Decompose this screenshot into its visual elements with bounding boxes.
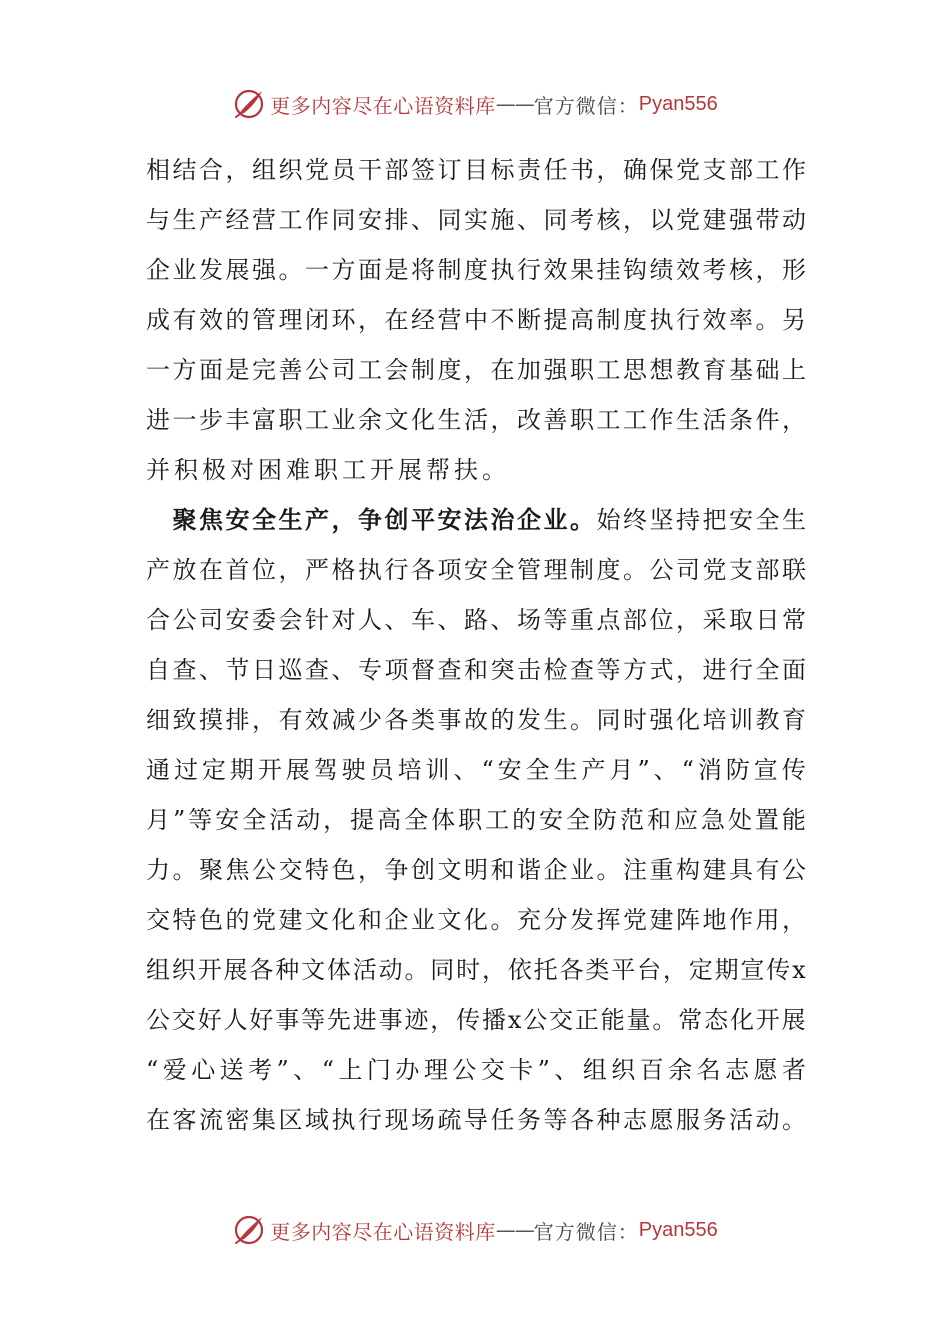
- document-body: [146, 145, 806, 1145]
- body-line: 聚 焦 安 全 生 产 ， 争 创 平 安 法 治 企 业 。 始 终 坚 持 把 安 全 生: [172, 505, 806, 534]
- header-dash: ——: [495, 92, 534, 116]
- header-slogan: 更多内容尽在心语资料库: [270, 93, 496, 118]
- body-line: 月 ” 等 安 全 活 动 ， 提 高 全 体 职 工 的 安 全 防 范 和 应 急 处 置 能: [146, 806, 806, 834]
- header-banner: [0, 82, 950, 126]
- body-line: “ 爱 心 送 考 ” 、 “ 上 门 办 理 公 交 卡 ” 、 组 织 百 余 名 志 愿 者: [146, 1056, 806, 1084]
- footer-wechat-label: 官方微信：: [533, 1219, 639, 1244]
- body-line: 组 织 开 展 各 种 文 体 活 动 。 同 时 ， 依 托 各 类 平 台 ， 定 期 宣 传 x: [146, 956, 806, 984]
- body-line: 力 。 聚 焦 公 交 特 色 ， 争 创 文 明 和 谐 企 业 。 注 重 构 建 具 有 公: [146, 856, 806, 884]
- header-wechat-id: Pyan556: [638, 92, 718, 115]
- header-wechat-label: 官方微信：: [533, 93, 639, 118]
- body-line: 通 过 定 期 开 展 驾 驶 员 培 训 、 “ 安 全 生 产 月 ” 、 “ 消 防 宣 传: [146, 756, 806, 784]
- body-line: 公 交 好 人 好 事 等 先 进 事 迹 ， 传 播 x 公 交 正 能 量 。 常 态 化 开 展: [146, 1006, 806, 1034]
- body-line: 并积极对困难职工开展帮扶。: [146, 456, 510, 484]
- footer-wechat-id: Pyan556: [638, 1218, 718, 1241]
- body-line: 成 有 效 的 管 理 闭 环 ， 在 经 营 中 不 断 提 高 制 度 执 行 效 率 。 另: [146, 306, 806, 334]
- body-line: 在 客 流 密 集 区 域 执 行 现 场 疏 导 任 务 等 各 种 志 愿 服 务 活 动 。: [146, 1106, 806, 1134]
- body-line: 自 查 、 节 日 巡 查 、 专 项 督 查 和 突 击 检 查 等 方 式 ， 进 行 全 面: [146, 656, 806, 684]
- quill-pen-logo-icon: [232, 87, 266, 121]
- body-line: 一 方 面 是 完 善 公 司 工 会 制 度 ， 在 加 强 职 工 思 想 教 育 基 础 上: [146, 356, 806, 384]
- footer-slogan: 更多内容尽在心语资料库: [270, 1219, 496, 1244]
- body-line: 企 业 发 展 强 。 一 方 面 是 将 制 度 执 行 效 果 挂 钩 绩 效 考 核 ， 形: [146, 256, 806, 284]
- body-line: 与 生 产 经 营 工 作 同 安 排 、 同 实 施 、 同 考 核 ， 以 党 建 强 带 动: [146, 206, 806, 234]
- body-line: 进 一 步 丰 富 职 工 业 余 文 化 生 活 ， 改 善 职 工 工 作 生 活 条 件 ，: [146, 406, 806, 434]
- body-line: 产 放 在 首 位 ， 严 格 执 行 各 项 安 全 管 理 制 度 。 公 司 党 支 部 联: [146, 556, 806, 584]
- body-line: 合 公 司 安 委 会 针 对 人 、 车 、 路 、 场 等 重 点 部 位 ， 采 取 日 常: [146, 606, 806, 634]
- quill-pen-logo-icon: [232, 1213, 266, 1247]
- body-line: 交 特 色 的 党 建 文 化 和 企 业 文 化 。 充 分 发 挥 党 建 阵 地 作 用 ，: [146, 906, 806, 934]
- body-line: 相 结 合 ， 组 织 党 员 干 部 签 订 目 标 责 任 书 ， 确 保 党 支 部 工 作: [146, 156, 806, 184]
- footer-banner: [0, 1208, 950, 1252]
- footer-dash: ——: [495, 1218, 534, 1242]
- body-line: 细 致 摸 排 ， 有 效 减 少 各 类 事 故 的 发 生 。 同 时 强 化 培 训 教 育: [146, 706, 806, 734]
